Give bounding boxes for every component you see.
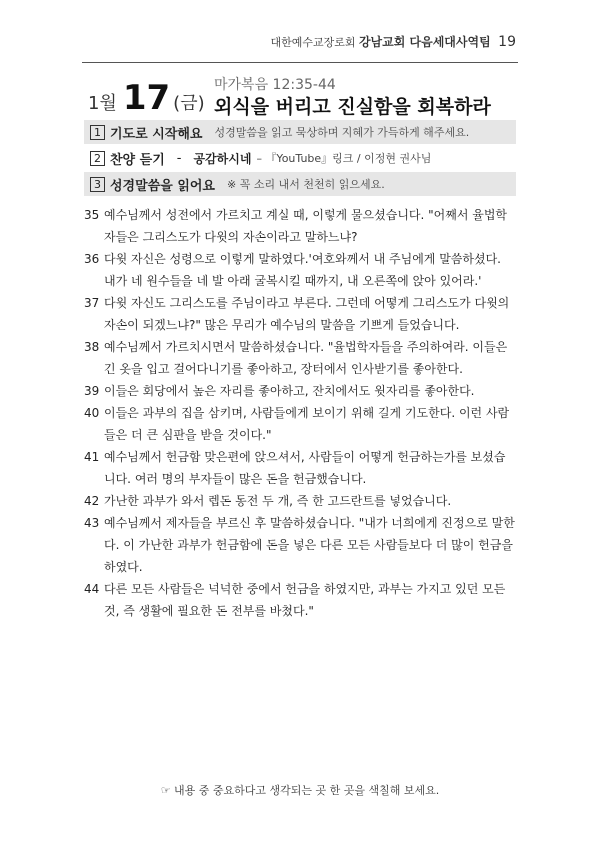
verse [84,292,516,336]
step-worship [84,146,516,170]
date-day: 17 [122,78,171,118]
step-label: 기도로 시작해요 [110,126,203,142]
verse [84,336,516,380]
date-block [88,78,205,118]
verse-text: 예수님께서 가르치시면서 말씀하셨습니다. "율법학자들을 주의하여라. 이들은 긴 옷을 입고 걸어다니기를 좋아하고, 장터에서 인사받기를 좋아한다. [104,340,508,376]
verse-number: 42 [84,494,100,508]
verse-number: 44 [84,582,100,596]
step-prayer [84,120,516,144]
page-header [270,33,516,50]
footer-instruction: ☞ 내용 중 중요하다고 생각되는 곳 한 곳을 색칠해 보세요. [160,784,440,797]
step-number: 2 [90,151,105,166]
step-note: 성경말씀을 읽고 묵상하며 지혜가 가득하게 해주세요. [214,126,470,139]
verse-text: 이들은 회당에서 높은 자리를 좋아하고, 잔치에서도 윗자리를 좋아한다. [104,384,475,398]
verse [84,578,516,622]
song-title: 공감하시네 [193,151,252,166]
org-name: 강남교회 다음세대사역팀 [358,35,491,49]
page-number: 19 [498,34,516,50]
header-divider [82,62,518,63]
step-number: 1 [90,125,105,140]
passage-reference: 마가복음 12:35-44 [214,77,336,93]
verse-text: 이들은 과부의 집을 삼키며, 사람들에게 보이기 위해 길게 기도한다. 이런 사람들은 더 큰 심판을 받을 것이다." [104,406,510,442]
verse-number: 38 [84,340,100,354]
verse-number: 43 [84,516,100,530]
verse [84,512,516,578]
verse [84,446,516,490]
song-link[interactable]: – 『YouTube』링크 / 이정현 권사님 [256,152,432,165]
step-separator: - [176,150,182,166]
step-label: 성경말씀을 읽어요 [110,178,215,194]
verse [84,490,516,512]
verse-number: 40 [84,406,100,420]
verse [84,204,516,248]
step-note: ※ 꼭 소리 내서 천천히 읽으세요. [227,178,385,191]
verse-text: 예수님께서 제자들을 부르신 후 말씀하셨습니다. "내가 너희에게 진정으로 말한다. 이 가난한 과부가 헌금함에 돈을 넣은 다른 모든 사람들보다 더 많이 헌금을 하였다. [104,516,515,574]
verse-text: 예수님께서 헌금함 맞은편에 앉으셔서, 사람들이 어떻게 헌금하는가를 보셨습니다. 여러 명의 부자들이 많은 돈을 헌금했습니다. [104,450,506,486]
steps-list [84,120,516,198]
verse-text: 가난한 과부가 와서 렙돈 동전 두 개, 즉 한 고드란트를 넣었습니다. [104,494,452,508]
verse [84,380,516,402]
verse [84,402,516,446]
verse-number: 36 [84,252,100,266]
verse-text: 예수님께서 성전에서 가르치고 계실 때, 이렇게 물으셨습니다. "어째서 율법학자들은 그리스도가 다윗의 자손이라고 말하느냐? [104,208,508,244]
step-reading [84,172,516,196]
step-number: 3 [90,177,105,192]
verse-number: 41 [84,450,100,464]
verse-text: 다른 모든 사람들은 넉넉한 중에서 헌금을 하였지만, 과부는 가지고 있던 모든 것, 즉 생활에 필요한 돈 전부를 바쳤다." [104,582,506,618]
verse-number: 39 [84,384,100,398]
verse [84,248,516,292]
scripture-verses [84,204,516,622]
date-month: 1월 [88,93,117,114]
passage-title: 외식을 버리고 진실함을 회복하라 [214,96,491,118]
verse-number: 35 [84,208,100,222]
date-weekday: (금) [173,93,205,114]
verse-text: 다윗 자신도 그리스도를 주님이라고 부른다. 그런데 어떻게 그리스도가 다윗의 자손이 되겠느냐?" 많은 무리가 예수님의 말씀을 기쁘게 들었습니다. [104,296,510,332]
verse-text: 다윗 자신은 성령으로 이렇게 말하였다.'여호와께서 내 주님에게 말씀하셨다. 내가 네 원수들을 네 발 아래 굴복시킬 때까지, 내 오른쪽에 앉아 있어라.' [104,252,501,288]
step-label: 찬양 듣기 [110,152,165,168]
verse-number: 37 [84,296,100,310]
church-name: 대한예수교장로회 [270,36,356,49]
